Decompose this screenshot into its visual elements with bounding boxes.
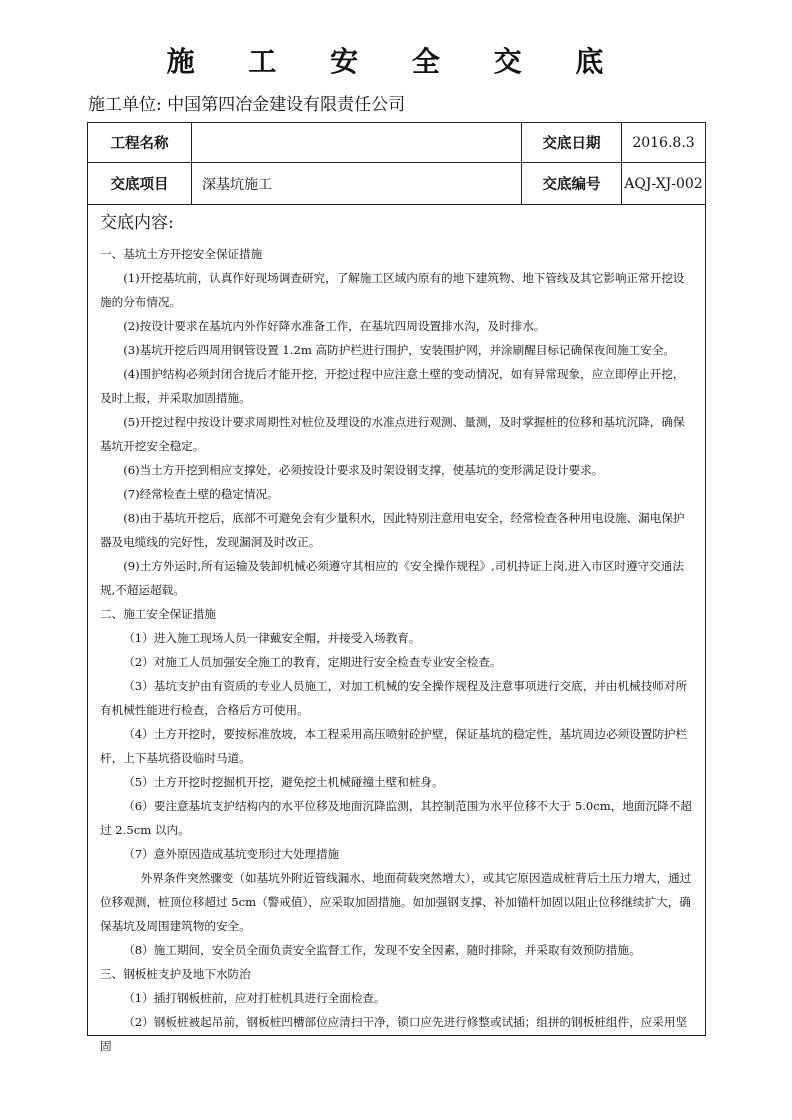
content-paragraph: （3）基坑支护由有资质的专业人员施工，对加工机械的安全操作规程及注意事项进行交底，并由机械技师对所有机械性能进行检查，合格后方可使用。 [100, 679, 688, 717]
content-paragraph: （2）钢板桩被起吊前，钢板桩凹槽部位应清扫干净，锁口应先进行修整或试插；组拼的钢板桩组件，应采用坚固 [100, 1015, 688, 1053]
content-paragraph: 一、基坑土方开挖安全保证措施 [100, 247, 263, 261]
content-paragraph: 三、钢板桩支护及地下水防治 [100, 967, 251, 981]
content-paragraph: （4）土方开挖时，要按标准放坡，本工程采用高压喷射砼护壁，保证基坑的稳定性，基坑周边必须设置防护栏杆，上下基坑搭设临时马道。 [100, 727, 688, 765]
content-paragraph: （1）插打钢板桩前，应对打桩机具进行全面检查。 [123, 991, 386, 1005]
content-paragraph: 外界条件突然骤变（如基坑外附近管线漏水、地面荷载突然增大），或其它原因造成桩背后土压力增大，通过位移观测，桩顶位移超过 5cm（警戒值），应采取加固措施。如加强钢支撑、补加锚杆加固以阻止位移继续扩大，确保基坑及周围建筑物的安全。 [100, 871, 692, 933]
content-paragraph: (4)围护结构必须封闭合拢后才能开挖，开挖过程中应注意土壁的变动情况，如有异常现象，应立即停止开挖，及时上报，并采取加固措施。 [100, 367, 685, 405]
content-paragraph: (9)土方外运时,所有运输及装卸机械必须遵守其相应的《安全操作规程》,司机持证上岗,进入市区时遵守交通法规,不超运超载。 [100, 559, 684, 597]
content-paragraph: (7)经常检查土壁的稳定情况。 [123, 487, 279, 501]
content-paragraph: （2）对施工人员加强安全施工的教育，定期进行安全检查专业安全检查。 [123, 655, 502, 669]
briefing-date-value: 2016.8.3 [621, 123, 705, 162]
briefing-item-value: 深基坑施工 [191, 163, 521, 204]
content-heading: 交底内容: [100, 213, 174, 233]
content-paragraph: （7）意外原因造成基坑变形过大处理措施 [123, 847, 340, 861]
content-paragraph: （1）进入施工现场人员一律戴安全帽，并接受入场教育。 [123, 631, 421, 645]
project-name-value [191, 123, 521, 162]
construction-unit-line: 施工单位: 中国第四冶金建设有限责任公司 [88, 95, 406, 115]
content-paragraph: (2)按设计要求在基坑内外作好降水准备工作，在基坑四周设置排水沟，及时排水。 [123, 319, 546, 333]
project-name-label: 工程名称 [110, 136, 169, 152]
content-paragraph: (8)由于基坑开挖后，底部不可避免会有少量积水，因此特别注意用电安全，经常检查各种用电设施、漏电保护器及电缆线的完好性，发现漏洞及时改正。 [100, 511, 685, 549]
content-paragraph: （6）要注意基坑支护结构内的水平位移及地面沉降监测，其控制范围为水平位移不大于 5.0cm，地面沉降不超过 2.5cm 以内。 [100, 799, 692, 837]
content-paragraph: (5)开挖过程中按设计要求周期性对桩位及埋设的水准点进行观测、量测，及时掌握桩的位移和基坑沉降，确保基坑开挖安全稳定。 [100, 415, 685, 453]
content-paragraph: (1)开挖基坑前，认真作好现场调查研究，了解施工区域内原有的地下建筑物、地下管线及其它影响正常开挖设施的分布情况。 [100, 271, 685, 309]
content-paragraph: (3)基坑开挖后四周用钢管设置 1.2m 高防护栏进行围护，安装围护网，并涂刷醒目标记确保夜间施工安全。 [123, 343, 675, 357]
content-paragraph: 二、施工安全保证措施 [100, 607, 216, 621]
content-paragraphs [100, 242, 695, 1058]
briefing-item-label: 交底项目 [110, 177, 169, 193]
content-paragraph: （5）土方开挖时挖掘机开挖，避免挖土机械碰撞土壁和桩身。 [123, 775, 444, 789]
header-row-2 [88, 163, 705, 205]
document-title: 施 工 安 全 交 底 [166, 45, 626, 78]
briefing-content [88, 206, 705, 1058]
header-row-1 [88, 123, 705, 163]
briefing-number-value: AQJ-XJ-002 [621, 163, 705, 204]
content-paragraph: (6)当土方开挖到相应支撑处，必须按设计要求及时架设钢支撑，使基坑的变形满足设计要求。 [123, 463, 604, 477]
briefing-date-label: 交底日期 [521, 123, 621, 162]
briefing-number-label: 交底编号 [521, 163, 621, 204]
content-paragraph: （8）施工期间，安全员全面负责安全监督工作，发现不安全因素，随时排除，并采取有效预防措施。 [123, 943, 641, 957]
briefing-table [87, 122, 706, 1053]
